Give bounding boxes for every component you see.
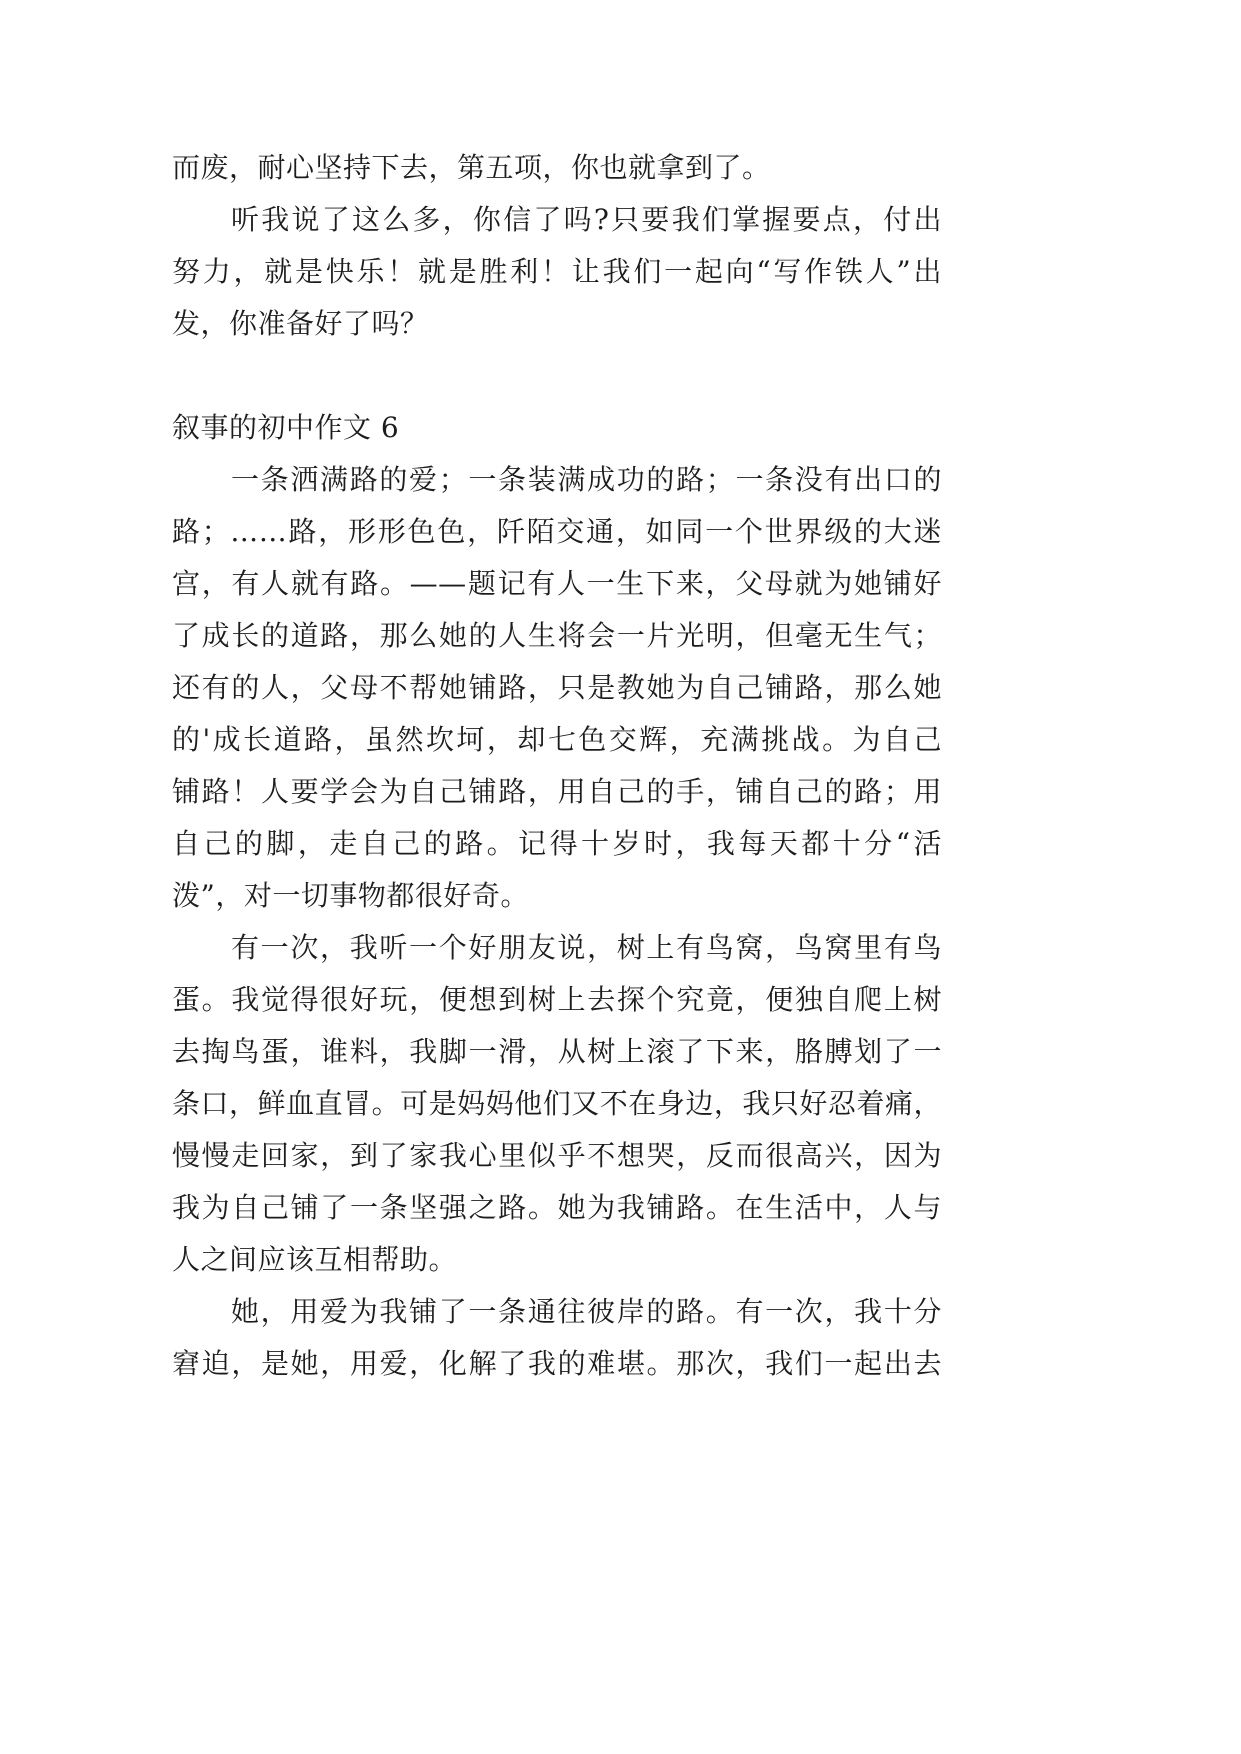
text-line: 人之间应该互相帮助。	[172, 1243, 458, 1276]
text-line: 努力，就是快乐！就是胜利！让我们一起向“写作铁人”出	[172, 255, 942, 288]
text-line: 窘迫，是她，用爱，化解了我的难堪。那次，我们一起出去	[172, 1347, 942, 1380]
text-line: 条口，鲜血直冒。可是妈妈他们又不在身边，我只好忍着痛，	[172, 1087, 942, 1120]
text-line: 而废，耐心坚持下去，第五项，你也就拿到了。	[172, 151, 771, 184]
paragraph	[172, 194, 942, 350]
blank-line	[172, 350, 942, 402]
text-line: 自己的脚，走自己的路。记得十岁时，我每天都十分“活	[172, 827, 942, 860]
paragraph	[172, 922, 942, 1286]
text-line: 铺路！人要学会为自己铺路，用自己的手，铺自己的路；用	[172, 775, 942, 808]
text-line: 她，用爱为我铺了一条通往彼岸的路。有一次，我十分	[231, 1295, 942, 1328]
text-line: 发，你准备好了吗？	[172, 307, 429, 340]
text-line: 慢慢走回家，到了家我心里似乎不想哭，反而很高兴，因为	[172, 1139, 942, 1172]
text-line: 一条洒满路的爱；一条装满成功的路；一条没有出口的	[231, 463, 942, 496]
text-line: 的'成长道路，虽然坎坷，却七色交辉，充满挑战。为自己	[172, 723, 942, 756]
text-line: 了成长的道路，那么她的人生将会一片光明，但毫无生气；	[172, 619, 942, 652]
text-line: 听我说了这么多，你信了吗?只要我们掌握要点，付出	[231, 203, 942, 236]
text-line: 还有的人，父母不帮她铺路，只是教她为自己铺路，那么她	[172, 671, 942, 704]
text-line: 有一次，我听一个好朋友说，树上有鸟窝，鸟窝里有鸟	[231, 931, 942, 964]
text-line: 泼”，对一切事物都很好奇。	[172, 879, 529, 912]
text-line: 路；……路，形形色色，阡陌交通，如同一个世界级的大迷	[172, 515, 942, 548]
text-line: 蛋。我觉得很好玩，便想到树上去探个究竟，便独自爬上树	[172, 983, 942, 1016]
text-line: 我为自己铺了一条坚强之路。她为我铺路。在生活中，人与	[172, 1191, 942, 1224]
text-line: 宫，有人就有路。——题记有人一生下来，父母就为她铺好	[172, 567, 942, 600]
paragraph	[172, 142, 942, 194]
document-page	[172, 142, 942, 1390]
essay-title: 叙事的初中作文 6	[172, 411, 400, 444]
paragraph	[172, 454, 942, 922]
paragraph	[172, 1286, 942, 1390]
text-line: 去掏鸟蛋，谁料，我脚一滑，从树上滚了下来，胳膊划了一	[172, 1035, 942, 1068]
